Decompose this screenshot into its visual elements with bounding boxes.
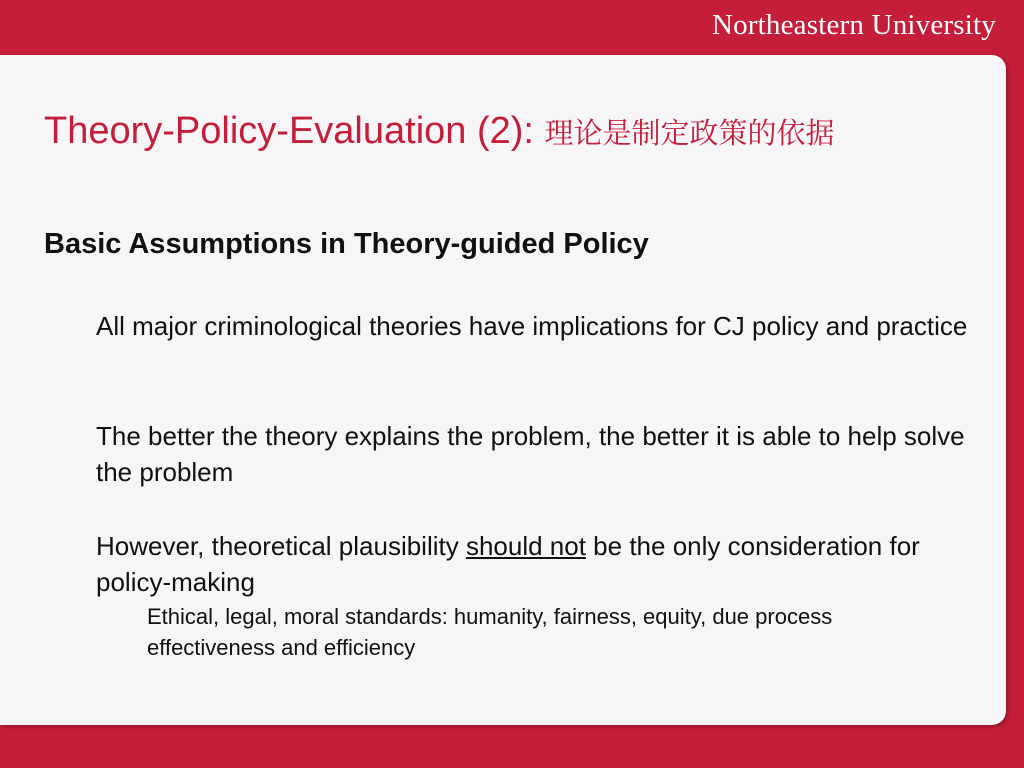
slide-title [44,110,835,153]
slide-title-chinese: 理论是制定政策的依据 [544,116,835,150]
university-logo: Northeastern University [711,9,996,41]
section-heading: Basic Assumptions in Theory-guided Policy [44,228,649,260]
bullet-point-3-tail: be the only consideration for policy-making [96,531,920,597]
sub-point-1: Ethical, legal, moral standards: humanity, fairness, equity, due process [147,604,833,629]
bullet-point-2: The better the theory explains the problem, the better it is able to help solve the problem [96,421,965,487]
bullet-point-1: All major criminological theories have implications for CJ policy and practice [96,311,968,341]
sub-point-2: effectiveness and efficiency [147,635,416,660]
slide-title-english: Theory-Policy-Evaluation (2): [44,110,545,152]
bullet-point-3 [96,528,996,600]
emphasis-should-not: should not [465,531,586,561]
bullet-point-3-lead: However, theoretical plausibility [96,531,466,561]
